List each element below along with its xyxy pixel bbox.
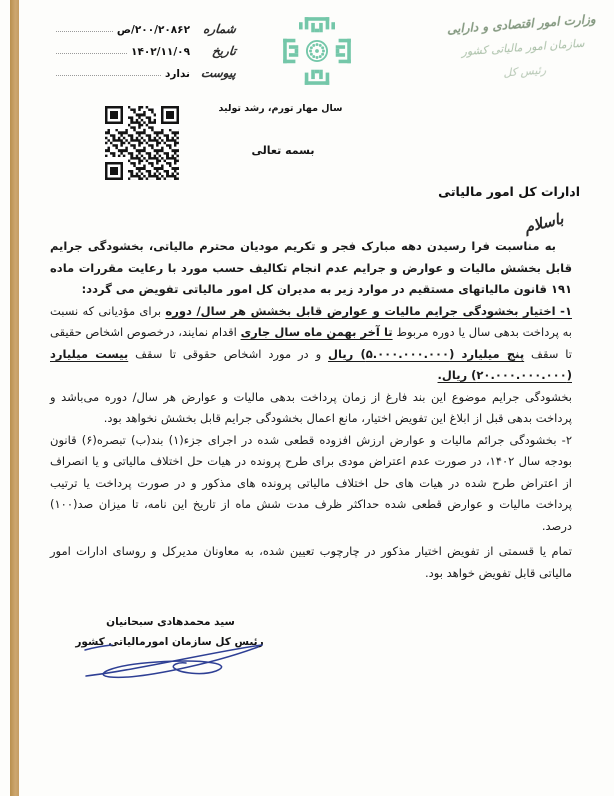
number-label: شماره	[202, 22, 237, 36]
letter-meta	[56, 14, 236, 80]
tax-administration-logo-icon	[281, 15, 353, 87]
letterhead-organization: سازمان امور مالیاتی کشور	[461, 36, 585, 59]
scan-edge-strip	[10, 0, 19, 796]
meta-row-attachment	[56, 58, 236, 80]
date-value: ۱۴۰۲/۱۱/۰۹	[131, 46, 190, 58]
recipient-heading: ادارات کل امور مالیاتی	[438, 184, 580, 199]
item-1-real-person-cap: پنج میلیارد (۵.۰۰۰.۰۰۰.۰۰۰) ریال	[328, 346, 525, 361]
year-slogan: سال مهار تورم، رشد تولید	[218, 103, 343, 114]
item-1-text: برای مؤدیانی که نسبت به پرداخت بدهی سال یا دوره مربوط	[50, 303, 573, 339]
letterhead-office: رئیس کل	[502, 63, 547, 80]
letter-body	[50, 236, 572, 584]
handwritten-greeting: باسلام	[522, 209, 566, 237]
item-1-legal-person-cap: بیست میلیارد (۲۰.۰۰۰.۰۰۰.۰۰۰) ریال.	[50, 346, 572, 382]
item-1-paragraph	[50, 301, 572, 387]
date-label: تاریخ	[211, 44, 237, 58]
signatory-title: رئیس کل سازمان امورمالیاتی کشور	[75, 636, 264, 648]
attachment-value: ندارد	[164, 68, 190, 80]
dotted-line	[56, 75, 161, 76]
closing-paragraph: تمام یا قسمتی از تفویض اختیار مذکور در چارچوب تعیین شده، به معاونان مدیرکل و روسای ادارات امور مالیاتی قابل تفویض خواهد بود.	[50, 544, 572, 580]
meta-row-number	[56, 14, 236, 36]
number-value: ۲۰۰/۲۰۸۶۲/ص	[116, 24, 190, 36]
intro-paragraph: به مناسبت فرا رسیدن دهه مبارک فجر و تکریم مودیان محترم مالیاتی، بخشودگی جرایم قابل بخشش مالیات و عوارض و جرایم عدم انجام تکالیف حسب مورد با رعایت مقررات ماده ۱۹۱ قانون مالیاتهای مستقیم در موارد زیر به مدیران کل امور مالیاتی تفویض می گردد:	[50, 239, 572, 296]
dotted-line	[56, 53, 127, 54]
attachment-label: پیوست	[200, 66, 237, 80]
item-1-deadline: تا آخر بهمن ماه سال جاری	[240, 325, 393, 339]
meta-row-date	[56, 36, 236, 58]
letterhead	[436, 6, 611, 90]
letterhead-ministry: وزارت امور اقتصادی و دارایی	[446, 11, 597, 37]
basmala: بسمه تعالی	[251, 144, 315, 157]
dotted-line	[56, 31, 113, 32]
item-1-text: اقدام نمایند، درخصوص اشخاص حقیقی تا سقف	[50, 325, 573, 361]
item-1-text: و در مورد اشخاص حقوقی تا سقف	[128, 346, 329, 361]
item-2-paragraph: ۲- بخشودگی جرائم مالیات و عوارض ارزش افزوده قطعی شده در اجرای جزء(۱) بند(ب) تبصره(۶) قانون بودجه سال ۱۴۰۲، در صورت عدم اعتراض مودی برای طرح پرونده در هیات حل اختلاف مالیاتی و یا انصراف از اعتراض طرح شده در هیات های حل اختلاف مالیاتی پرونده های مذکور و در صورت پرداخت یا ترتیب پرداخت مالیات و عوارض قطعی شده حداکثر ظرف مدت شش ماه از تاریخ این نامه، تا میزان صد(۱۰۰) درصد.	[50, 432, 572, 533]
qr-code	[102, 106, 182, 180]
handwritten-signature	[82, 638, 267, 688]
signatory-name: سید محمدهادی سبحانیان	[106, 616, 235, 628]
item-1-heading: ۱- اختیار بخشودگی جرایم مالیات و عوارض قابل بخشش هر سال/ دوره	[165, 303, 572, 318]
note-paragraph: بخشودگی جرایم موضوع این بند فارغ از زمان پرداخت بدهی مالیات و عوارض هر سال/ دوره می‌باشد و پرداخت بدهی قبل از ابلاغ این تفویض اختیار، مانع اعمال بخشودگی جرایم قابل بخشش نخواهد بود.	[50, 389, 572, 425]
